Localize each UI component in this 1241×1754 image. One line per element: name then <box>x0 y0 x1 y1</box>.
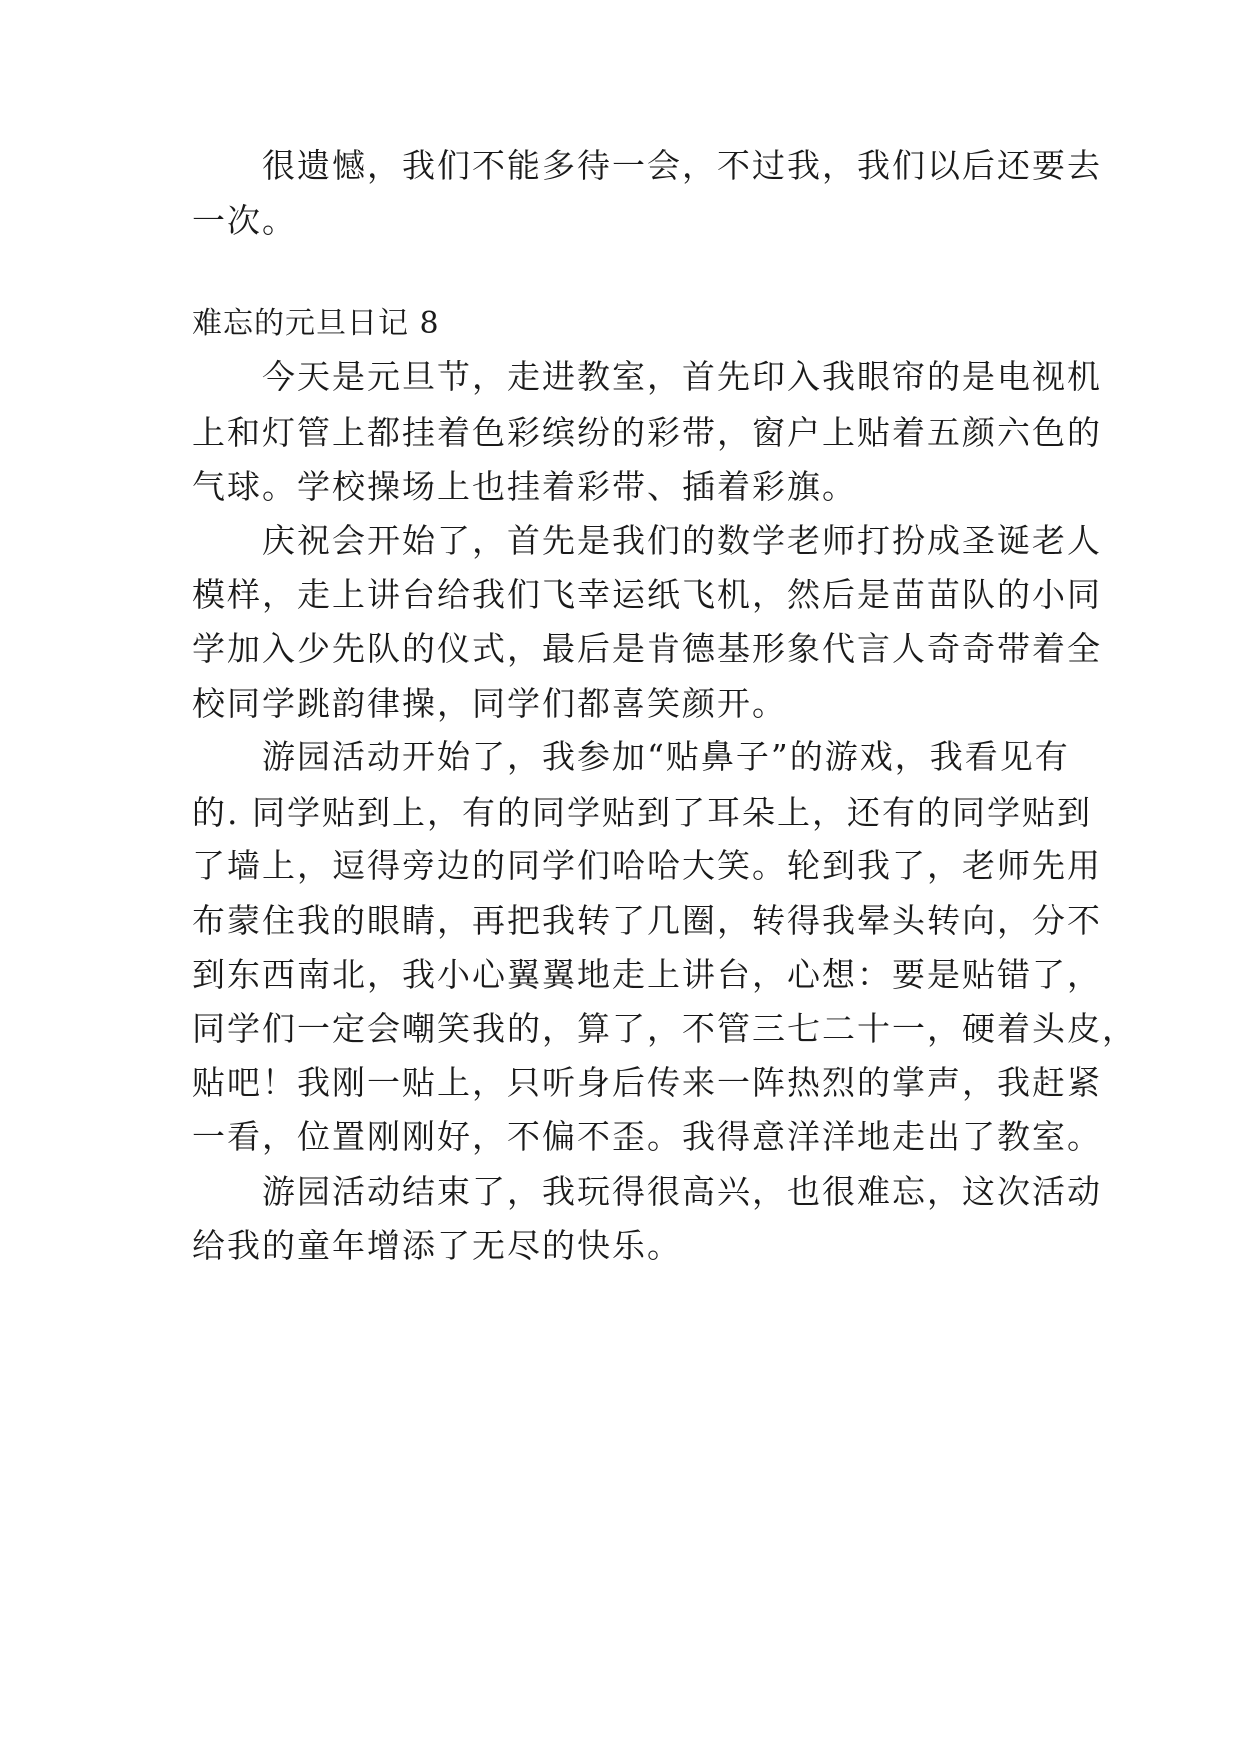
paragraph-line: 了墙上，逗得旁边的同学们哈哈大笑。轮到我了，老师先用 <box>192 846 1102 885</box>
paragraph-line: 一看，位置刚刚好，不偏不歪。我得意洋洋地走出了教室。 <box>192 1117 1102 1156</box>
paragraph-line: 今天是元旦节，走进教室，首先印入我眼帘的是电视机 <box>262 357 1102 396</box>
entry-heading: 难忘的元旦日记 8 <box>192 306 440 341</box>
paragraph-line: 一次。 <box>192 201 297 240</box>
paragraph-line: 校同学跳韵律操，同学们都喜笑颜开。 <box>192 684 787 723</box>
paragraph-line: 布蒙住我的眼睛，再把我转了几圈，转得我晕头转向，分不 <box>192 901 1102 940</box>
paragraph-line: 给我的童年增添了无尽的快乐。 <box>192 1226 682 1265</box>
paragraph-line: 的. 同学贴到上，有的同学贴到了耳朵上，还有的同学贴到 <box>192 793 1092 832</box>
paragraph-line: 游园活动开始了，我参加“贴鼻子”的游戏，我看见有 <box>262 737 1070 776</box>
paragraph-line: 游园活动结束了，我玩得很高兴，也很难忘，这次活动 <box>262 1172 1102 1211</box>
paragraph-line: 学加入少先队的仪式，最后是肯德基形象代言人奇奇带着全 <box>192 629 1102 668</box>
paragraph-line: 上和灯管上都挂着色彩缤纷的彩带，窗户上贴着五颜六色的 <box>192 413 1102 452</box>
paragraph-line: 到东西南北，我小心翼翼地走上讲台，心想：要是贴错了， <box>192 955 1102 994</box>
paragraph-line: 模样，走上讲台给我们飞幸运纸飞机，然后是苗苗队的小同 <box>192 575 1102 614</box>
paragraph-line: 很遗憾，我们不能多待一会，不过我，我们以后还要去 <box>262 146 1102 185</box>
paragraph-line: 气球。学校操场上也挂着彩带、插着彩旗。 <box>192 467 857 506</box>
paragraph-line: 贴吧！我刚一贴上，只听身后传来一阵热烈的掌声，我赶紧 <box>192 1063 1102 1102</box>
paragraph-line: 庆祝会开始了，首先是我们的数学老师打扮成圣诞老人 <box>262 521 1102 560</box>
paragraph-line: 同学们一定会嘲笑我的，算了，不管三七二十一，硬着头皮， <box>192 1009 1137 1048</box>
